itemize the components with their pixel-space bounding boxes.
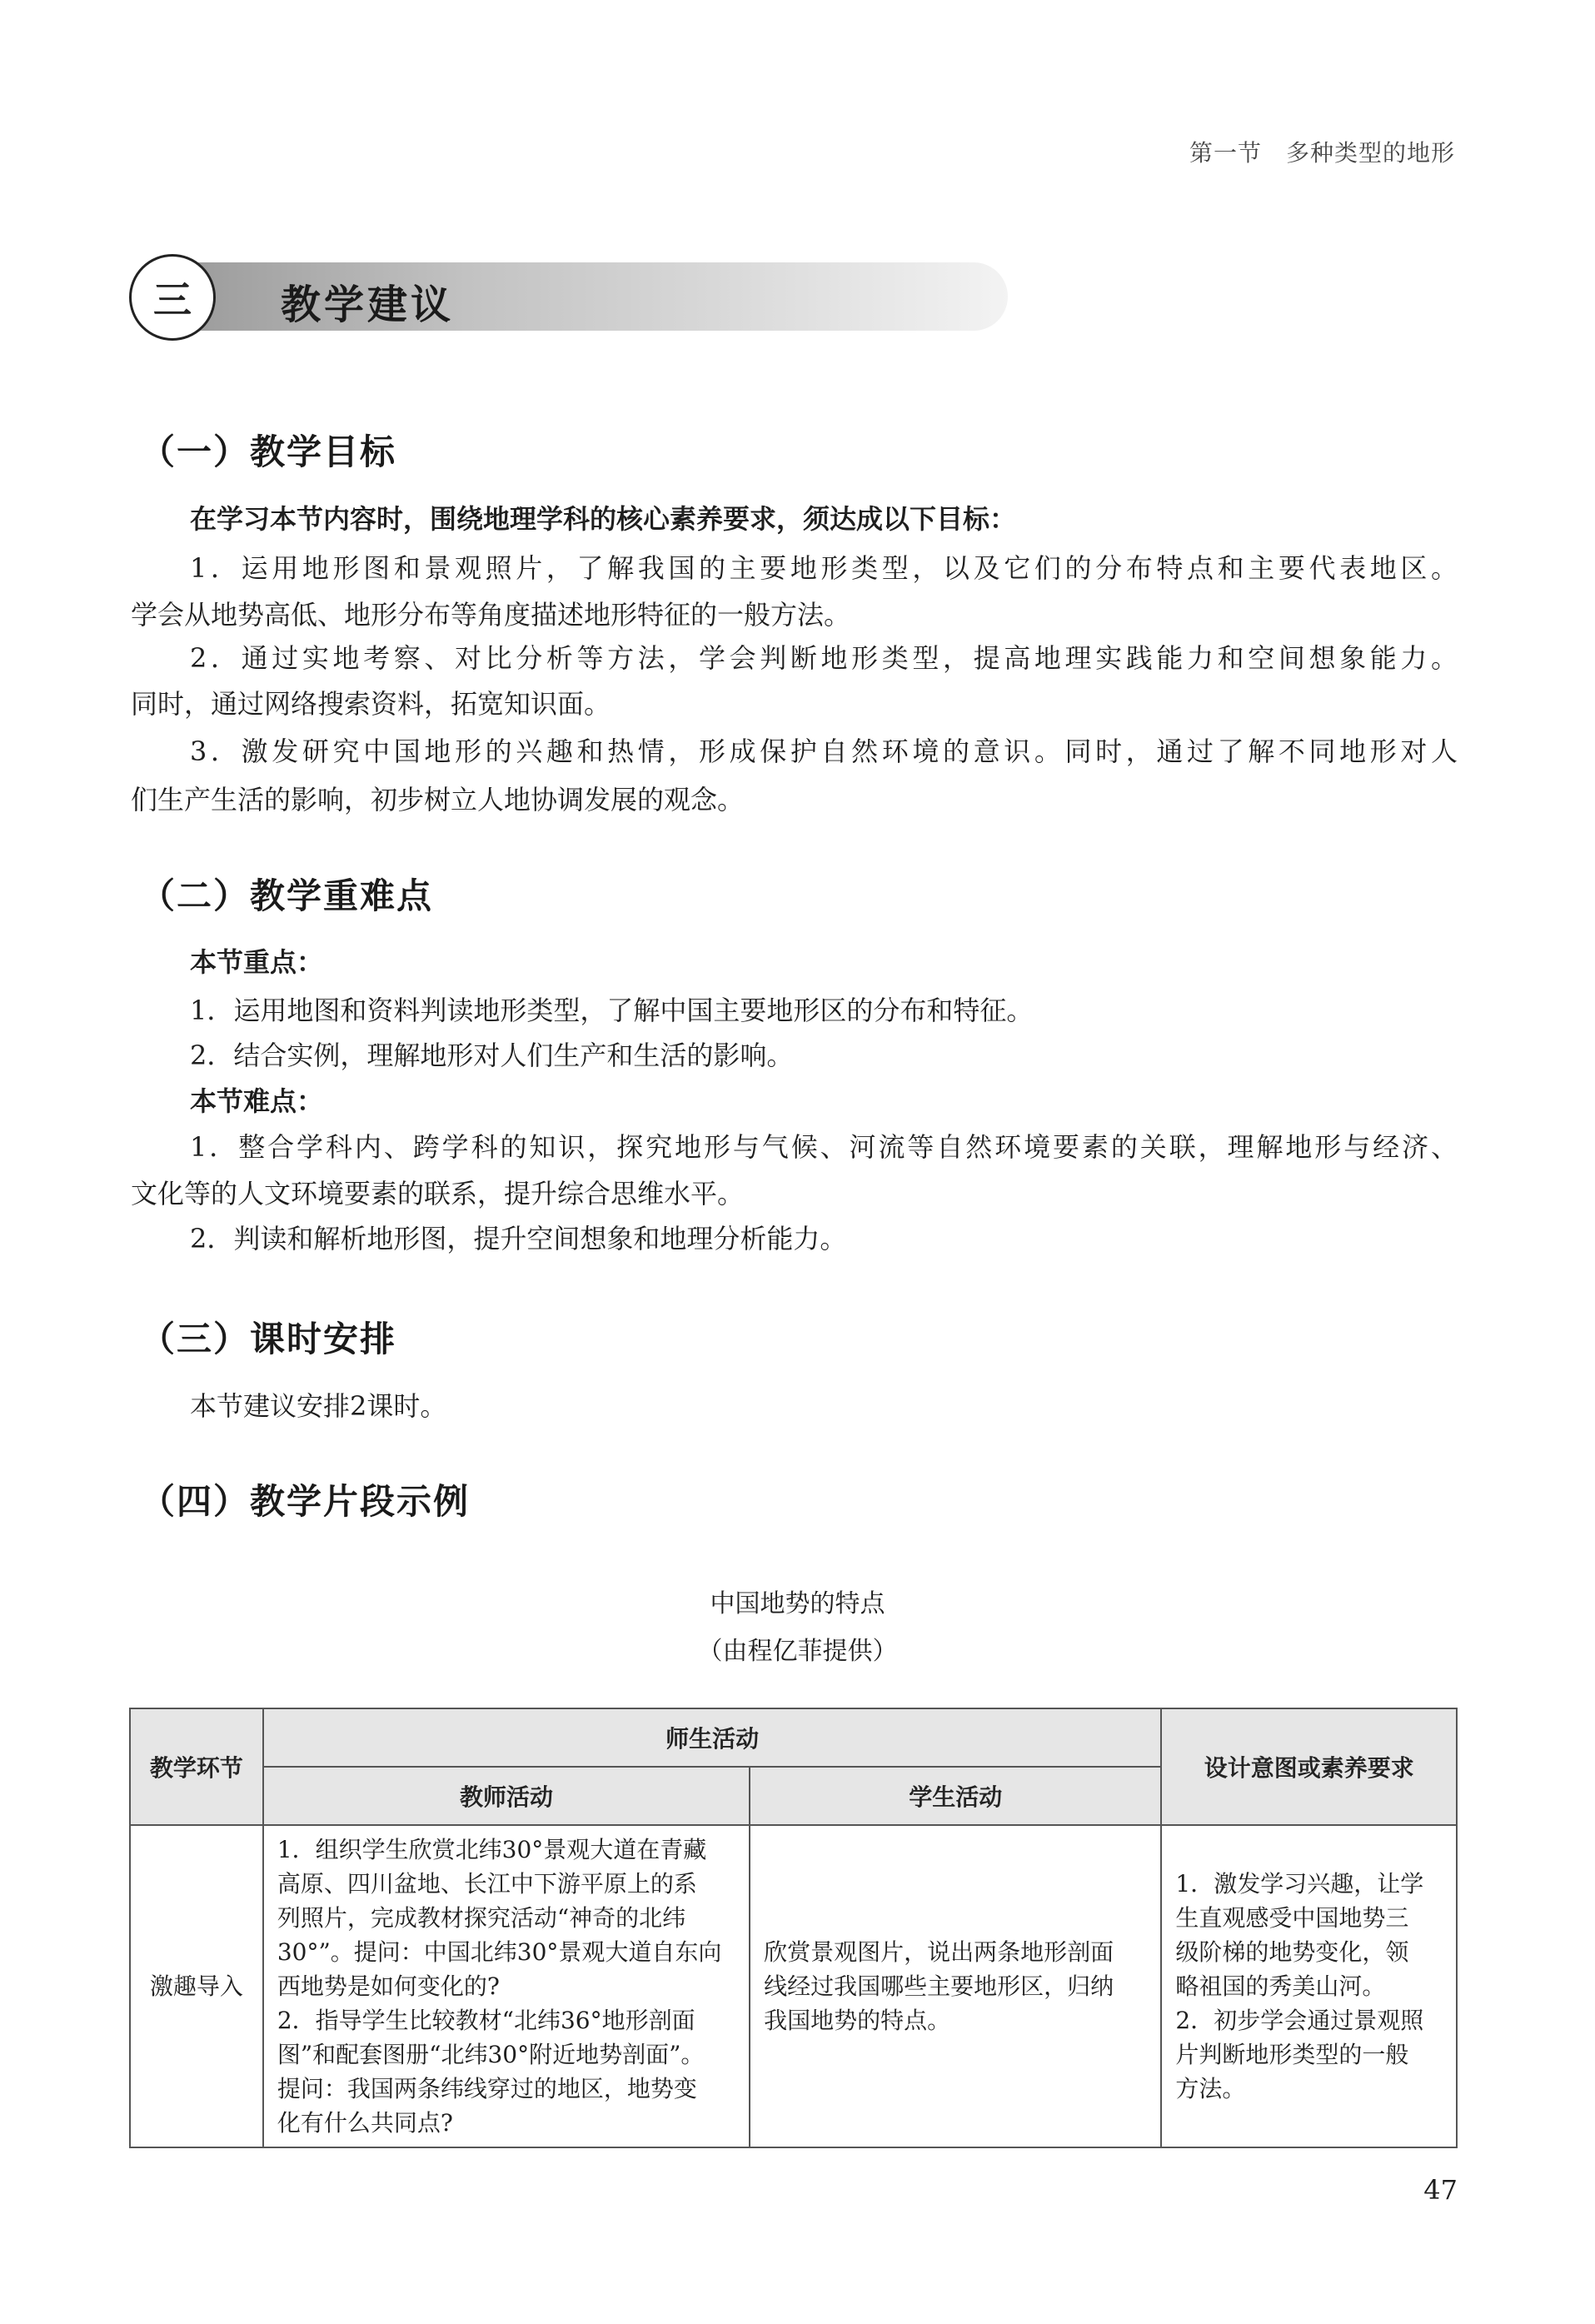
objective-line: 3．激发研究中国地形的兴趣和热情，形成保护自然环境的意识。同时，通过了解不同地形对人 [190, 736, 1458, 767]
teacher-line: 化有什么共同点? [277, 2109, 453, 2137]
intent-line: 2．初步学会通过景观照 [1175, 2007, 1424, 2034]
header-activities: 师生活动 [263, 1708, 1162, 1767]
teacher-cell [263, 1825, 750, 2147]
focus-item: 2．结合实例，理解地形对人们生产和生活的影响。 [190, 1040, 794, 1071]
difficulty-label: 本节难点： [190, 1085, 324, 1117]
section-heading-key-points: （二）教学重难点 [140, 875, 434, 916]
difficulty-line: 文化等的人文环境要素的联系，提升综合思维水平。 [131, 1178, 745, 1209]
header-intent: 设计意图或素养要求 [1161, 1708, 1457, 1825]
section-heading-example: （四）教学片段示例 [140, 1481, 471, 1522]
teacher-line: 2．指导学生比较教材“北纬36°地形剖面 [277, 2007, 695, 2034]
chapter-title: 教学建议 [281, 282, 455, 328]
chapter-number-badge: 三 [129, 254, 216, 341]
teacher-line: 西地势是如何变化的? [277, 1972, 500, 2000]
table-header-row [130, 1708, 1457, 1767]
header-teacher: 教师活动 [263, 1767, 750, 1825]
intent-line: 级阶梯的地势变化，领 [1175, 1938, 1409, 1966]
section-heading-objectives: （一）教学目标 [140, 431, 397, 472]
focus-item: 1．运用地图和资料判读地形类型，了解中国主要地形区的分布和特征。 [190, 995, 1034, 1026]
section-heading-schedule: （三）课时安排 [140, 1319, 397, 1359]
objective-line: 2．通过实地考察、对比分析等方法，学会判断地形类型，提高地理实践能力和空间想象能力。 [190, 642, 1458, 674]
focus-label: 本节重点： [190, 946, 324, 978]
teacher-line: 列照片，完成教材探究活动“神奇的北纬 [277, 1904, 686, 1932]
objective-line: 1．运用地形图和景观照片，了解我国的主要地形类型，以及它们的分布特点和主要代表地区。 [190, 552, 1458, 584]
teacher-line: 图”和配套图册“北纬30°附近地势剖面”。 [277, 2041, 705, 2068]
teacher-line: 30°”。提问：中国北纬30°景观大道自东向 [277, 1938, 722, 1966]
objective-line: 学会从地势高低、地形分布等角度描述地形特征的一般方法。 [131, 599, 851, 631]
intent-cell [1161, 1825, 1457, 2147]
student-line: 欣赏景观图片，说出两条地形剖面 [764, 1938, 1114, 1966]
intent-line: 1．激发学习兴趣，让学 [1175, 1870, 1424, 1898]
student-cell [750, 1825, 1161, 2147]
teacher-line: 1．组织学生欣赏北纬30°景观大道在青藏 [277, 1836, 707, 1863]
lesson-title: 中国地势的特点 [710, 1589, 885, 1618]
teacher-line: 高原、四川盆地、长江中下游平原上的系 [277, 1870, 697, 1898]
intent-line: 片判断地形类型的一般 [1175, 2041, 1409, 2068]
teacher-line: 提问：我国两条纬线穿过的地区，地势变 [277, 2075, 697, 2102]
difficulty-line: 2．判读和解析地形图，提升空间想象和地理分析能力。 [190, 1223, 847, 1254]
header-student: 学生活动 [750, 1767, 1161, 1825]
intent-line: 生直观感受中国地势三 [1175, 1904, 1409, 1932]
table-row [130, 1825, 1457, 2147]
intent-line: 略祖国的秀美山河。 [1175, 1972, 1386, 2000]
difficulty-line: 1．整合学科内、跨学科的知识，探究地形与气候、河流等自然环境要素的关联，理解地形与经济、 [190, 1131, 1458, 1163]
student-line: 我国地势的特点。 [764, 2007, 951, 2034]
objective-line: 同时，通过网络搜索资料，拓宽知识面。 [131, 688, 611, 720]
lesson-table [129, 1708, 1458, 2148]
page-number: 47 [1423, 2174, 1458, 2206]
lesson-provider: （由程亿菲提供） [697, 1637, 898, 1666]
schedule-text: 本节建议安排2课时。 [190, 1390, 447, 1422]
objectives-intro: 在学习本节内容时，围绕地理学科的核心素养要求，须达成以下目标： [190, 503, 1017, 535]
chapter-banner [129, 254, 1008, 346]
objective-line: 们生产生活的影响，初步树立人地协调发展的观念。 [131, 784, 745, 815]
running-head: 第一节 多种类型的地形 [1189, 139, 1455, 167]
stage-cell: 激趣导入 [130, 1825, 263, 2147]
header-stage: 教学环节 [130, 1708, 263, 1825]
intent-line: 方法。 [1175, 2075, 1246, 2102]
student-line: 线经过我国哪些主要地形区，归纳 [764, 1972, 1114, 2000]
